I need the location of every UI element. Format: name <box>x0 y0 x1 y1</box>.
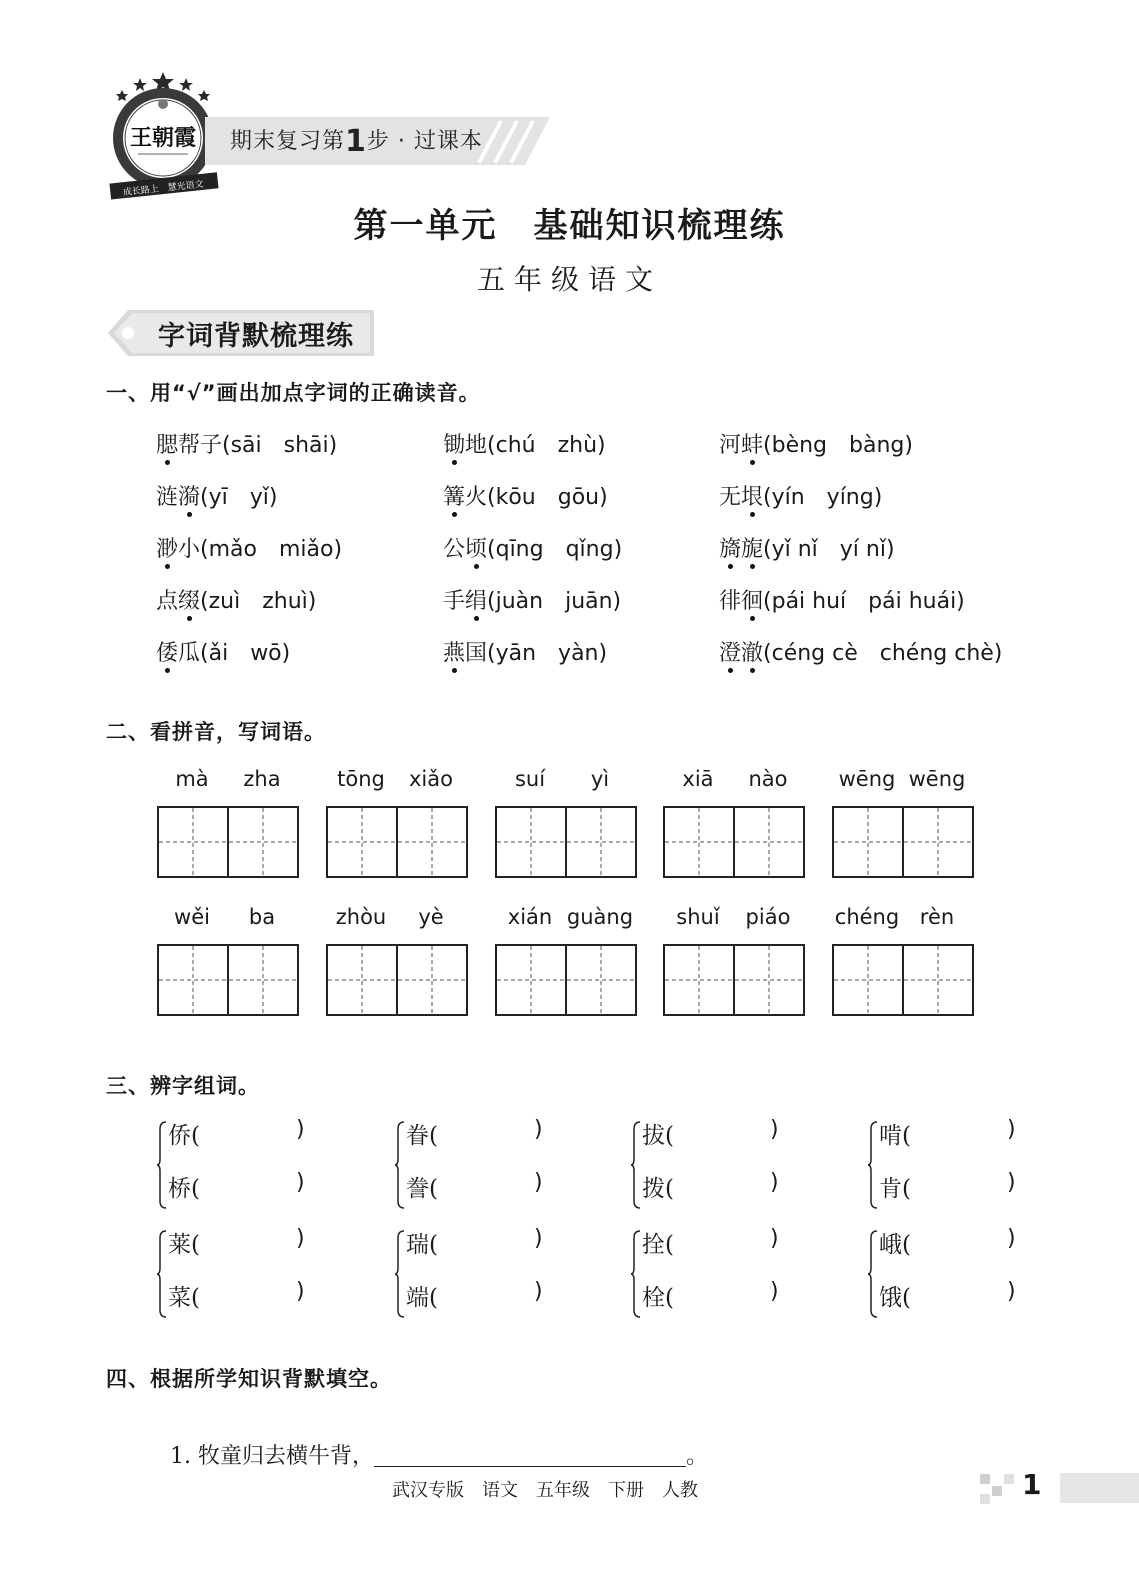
pair-character: 拨( <box>642 1176 674 1202</box>
footer-edition: 武汉专版 语文 五年级 下册 人教 <box>392 1480 698 1501</box>
close-paren: ) <box>770 1279 779 1304</box>
emphasis-dot <box>750 460 755 465</box>
item-reading-options[interactable]: (pái huí pái huái) <box>763 589 965 614</box>
pair-character: 誊( <box>406 1176 438 1202</box>
answer-slot[interactable] <box>690 1226 766 1256</box>
pair-character: 桥( <box>168 1176 200 1202</box>
writing-box-pair[interactable] <box>495 944 637 1016</box>
open-paren: ( <box>429 1123 438 1149</box>
answer-slot[interactable] <box>690 1170 766 1200</box>
writing-box-pair[interactable] <box>663 944 805 1016</box>
writing-box-pair[interactable] <box>832 944 974 1016</box>
writing-box-pair[interactable] <box>663 806 805 878</box>
pair-character: 峨( <box>879 1232 911 1258</box>
item-word: 无垠 <box>719 485 764 510</box>
pair-character: 肯( <box>879 1176 911 1202</box>
item-word: 锄地 <box>443 433 488 458</box>
close-paren: ) <box>770 1170 779 1195</box>
pinyin-syllable: tōng <box>337 767 385 791</box>
item-reading-options[interactable]: (yín yíng) <box>763 485 883 510</box>
page-number: 1 <box>1022 1468 1042 1501</box>
item-reading-options[interactable]: (bèng bàng) <box>763 433 913 458</box>
brace <box>156 1121 168 1209</box>
brace <box>630 1230 642 1318</box>
pronunciation-item[interactable] <box>719 480 882 511</box>
open-paren: ( <box>902 1176 911 1202</box>
item-reading-options[interactable]: (céng cè chéng chè) <box>763 641 1003 666</box>
item-word: 腮帮子 <box>156 433 223 458</box>
writing-box-pair[interactable] <box>326 806 468 878</box>
item-reading-options[interactable]: (ǎi wō) <box>200 641 291 666</box>
svg-text:成长路上 慧光语文: 成长路上 慧光语文 <box>122 179 205 199</box>
question-3-heading: 三、辨字组词。 <box>106 1074 260 1098</box>
question-1-heading: 一、用“√”画出加点字词的正确读音。 <box>106 381 481 405</box>
pinyin-syllable: suí <box>514 767 546 791</box>
question-4-heading: 四、根据所学知识背默填空。 <box>106 1367 392 1391</box>
close-paren: ) <box>770 1226 779 1251</box>
pair-character: 莱( <box>168 1232 200 1258</box>
answer-slot[interactable] <box>690 1279 766 1309</box>
pinyin-syllable: nào <box>748 767 788 791</box>
pair-character: 拴( <box>642 1232 674 1258</box>
step-number: 1 <box>345 124 367 159</box>
brace <box>394 1230 406 1318</box>
pair-character: 眷( <box>406 1123 438 1149</box>
close-paren: ) <box>534 1279 543 1304</box>
char-pair <box>867 1226 1037 1326</box>
close-paren: ) <box>1007 1226 1016 1251</box>
answer-slot[interactable] <box>454 1170 530 1200</box>
answer-slot[interactable] <box>216 1226 292 1256</box>
brace <box>867 1121 879 1209</box>
pinyin-syllable: chéng <box>834 905 900 929</box>
answer-slot[interactable] <box>216 1117 292 1147</box>
answer-slot[interactable] <box>216 1170 292 1200</box>
item-word: 涟漪 <box>156 485 201 510</box>
pinyin-syllable: mà <box>175 767 209 791</box>
brace <box>394 1121 406 1209</box>
emphasis-dot <box>750 512 755 517</box>
emphasis-dot <box>452 460 457 465</box>
pinyin-syllable: shuǐ <box>676 905 720 929</box>
open-paren: ( <box>429 1176 438 1202</box>
writing-box-pair[interactable] <box>157 806 299 878</box>
item-reading-options[interactable]: (chú zhù) <box>487 433 606 458</box>
pinyin-syllable: ba <box>248 905 276 929</box>
page-corner-deco <box>980 1474 1020 1504</box>
char-pair <box>394 1226 564 1326</box>
pronunciation-item[interactable] <box>156 584 316 615</box>
pronunciation-item[interactable] <box>156 428 337 459</box>
pronunciation-item[interactable] <box>156 636 290 667</box>
answer-slot[interactable] <box>454 1117 530 1147</box>
open-paren: ( <box>429 1285 438 1311</box>
pronunciation-item[interactable] <box>719 532 895 563</box>
close-paren: ) <box>534 1170 543 1195</box>
pronunciation-item[interactable] <box>443 584 621 615</box>
item-reading-options[interactable]: (zuì zhuì) <box>200 589 317 614</box>
banner-text: 期末复习第1步 · 过课本 <box>230 124 483 159</box>
char-pair <box>156 1117 326 1217</box>
item-word: 渺小 <box>156 537 201 562</box>
item-word: 手绢 <box>443 589 488 614</box>
item-reading-options[interactable]: (qīng qǐng) <box>487 537 623 562</box>
brace <box>867 1230 879 1318</box>
pinyin-syllable: wěi <box>174 905 210 929</box>
pinyin-syllable: rèn <box>919 905 955 929</box>
item-word: 澄澈 <box>719 641 764 666</box>
item-reading-options[interactable]: (yān yàn) <box>487 641 608 666</box>
pronunciation-item[interactable] <box>443 636 607 667</box>
close-paren: ) <box>296 1170 305 1195</box>
pinyin-syllable: piáo <box>745 905 791 929</box>
page-title: 第一单元 基础知识梳理练 <box>353 206 786 246</box>
pair-character: 饿( <box>879 1285 911 1311</box>
pronunciation-item[interactable] <box>719 428 913 459</box>
brace <box>630 1121 642 1209</box>
emphasis-dot <box>474 616 479 621</box>
pronunciation-item[interactable] <box>443 428 606 459</box>
emphasis-dot <box>474 564 479 569</box>
open-paren: ( <box>665 1176 674 1202</box>
pronunciation-item[interactable] <box>156 532 342 563</box>
emphasis-dot <box>452 668 457 673</box>
emphasis-dot <box>750 564 755 569</box>
emphasis-dot <box>750 668 755 673</box>
emphasis-dot <box>187 512 192 517</box>
close-paren: ) <box>534 1117 543 1142</box>
answer-slot[interactable] <box>927 1117 1003 1147</box>
item-word: 旖旎 <box>719 537 764 562</box>
item-reading-options[interactable]: (juàn juān) <box>487 589 622 614</box>
pinyin-syllable: yè <box>418 905 444 929</box>
close-paren: ) <box>1007 1279 1016 1304</box>
open-paren: ( <box>191 1285 200 1311</box>
page-number-box <box>1060 1473 1139 1503</box>
open-paren: ( <box>191 1176 200 1202</box>
item-reading-options[interactable]: (mǎo miǎo) <box>200 537 343 562</box>
fill-blank-1-prompt: 1. 牧童归去横牛背， <box>170 1444 374 1469</box>
emphasis-dot <box>728 668 733 673</box>
close-paren: ) <box>296 1279 305 1304</box>
answer-slot[interactable] <box>216 1279 292 1309</box>
answer-slot[interactable] <box>690 1117 766 1147</box>
close-paren: ) <box>534 1226 543 1251</box>
pronunciation-item[interactable] <box>156 480 277 511</box>
pinyin-syllable: guàng <box>566 905 634 929</box>
open-paren: ( <box>902 1232 911 1258</box>
writing-box-pair[interactable] <box>157 944 299 1016</box>
pair-character: 啃( <box>879 1123 911 1149</box>
item-word: 河蚌 <box>719 433 764 458</box>
answer-slot[interactable] <box>927 1226 1003 1256</box>
pair-character: 栓( <box>642 1285 674 1311</box>
pronunciation-item[interactable] <box>443 480 608 511</box>
emphasis-dot <box>452 512 457 517</box>
char-pair <box>630 1117 800 1217</box>
answer-slot[interactable] <box>927 1279 1003 1309</box>
close-paren: ) <box>296 1117 305 1142</box>
fill-blank-1[interactable] <box>156 1414 708 1470</box>
close-paren: ) <box>296 1226 305 1251</box>
emphasis-dot <box>187 616 192 621</box>
pair-character: 瑞( <box>406 1232 438 1258</box>
item-reading-options[interactable]: (kōu gōu) <box>487 485 608 510</box>
pair-character: 端( <box>406 1285 438 1311</box>
open-paren: ( <box>191 1123 200 1149</box>
close-paren: ) <box>770 1117 779 1142</box>
open-paren: ( <box>665 1123 674 1149</box>
pronunciation-item[interactable] <box>443 532 622 563</box>
answer-slot[interactable] <box>454 1226 530 1256</box>
item-reading-options[interactable]: (sāi shāi) <box>222 433 338 458</box>
answer-slot[interactable] <box>927 1170 1003 1200</box>
svg-text:王朝霞: 王朝霞 <box>129 125 197 151</box>
open-paren: ( <box>429 1232 438 1258</box>
emphasis-dot <box>750 616 755 621</box>
answer-line[interactable] <box>374 1442 686 1467</box>
pinyin-syllable: wēng <box>908 767 966 791</box>
open-paren: ( <box>665 1232 674 1258</box>
char-pair <box>156 1226 326 1326</box>
item-word: 篝火 <box>443 485 488 510</box>
pinyin-syllable: xiā <box>682 767 714 791</box>
pinyin-syllable: xiǎo <box>409 767 453 791</box>
pair-character: 拔( <box>642 1123 674 1149</box>
pair-character: 侨( <box>168 1123 200 1149</box>
pinyin-syllable: xián <box>507 905 553 929</box>
question-2-heading: 二、看拼音，写词语。 <box>106 720 326 744</box>
writing-box-pair[interactable] <box>326 944 468 1016</box>
brace <box>156 1230 168 1318</box>
emphasis-dot <box>165 564 170 569</box>
pinyin-syllable: zha <box>243 767 281 791</box>
pronunciation-item[interactable] <box>719 636 1002 667</box>
item-word: 倭瓜 <box>156 641 201 666</box>
char-pair <box>394 1117 564 1217</box>
item-word: 点缀 <box>156 589 201 614</box>
pinyin-syllable: wēng <box>838 767 896 791</box>
item-reading-options[interactable]: (yī yǐ) <box>200 485 278 510</box>
section-title: 字词背默梳理练 <box>158 321 354 352</box>
fill-blank-1-end: 。 <box>685 1444 708 1469</box>
pinyin-syllable: zhòu <box>335 905 387 929</box>
open-paren: ( <box>191 1232 200 1258</box>
page-subtitle: 五年级语文 <box>476 263 662 296</box>
emphasis-dot <box>165 668 170 673</box>
open-paren: ( <box>902 1285 911 1311</box>
open-paren: ( <box>665 1285 674 1311</box>
item-word: 公顷 <box>443 537 488 562</box>
pair-character: 菜( <box>168 1285 200 1311</box>
writing-box-pair[interactable] <box>832 806 974 878</box>
writing-box-pair[interactable] <box>495 806 637 878</box>
item-word: 燕国 <box>443 641 488 666</box>
answer-slot[interactable] <box>454 1279 530 1309</box>
emphasis-dot <box>165 460 170 465</box>
pronunciation-item[interactable] <box>719 584 965 615</box>
char-pair <box>867 1117 1037 1217</box>
emphasis-dot <box>728 564 733 569</box>
open-paren: ( <box>902 1123 911 1149</box>
char-pair <box>630 1226 800 1326</box>
item-word: 徘徊 <box>719 589 764 614</box>
close-paren: ) <box>1007 1170 1016 1195</box>
item-reading-options[interactable]: (yǐ nǐ yí nǐ) <box>763 537 895 562</box>
pinyin-syllable: yì <box>590 767 610 791</box>
close-paren: ) <box>1007 1117 1016 1142</box>
